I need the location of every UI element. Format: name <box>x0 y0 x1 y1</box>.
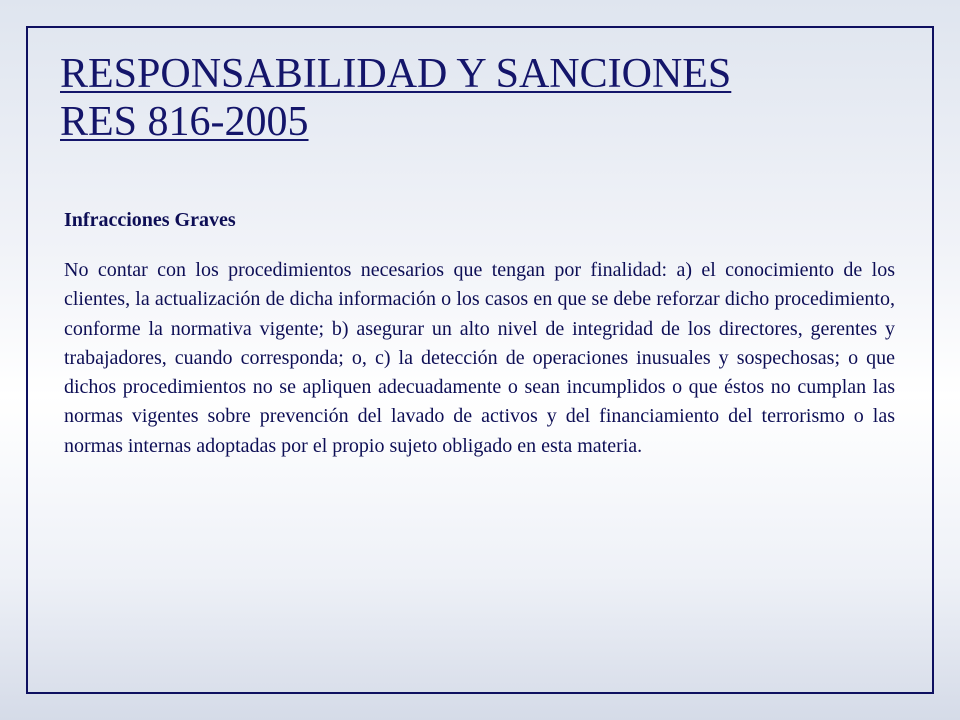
slide-title <box>60 50 900 146</box>
slide-content <box>64 206 895 461</box>
title-line-1: RESPONSABILIDAD Y SANCIONES <box>60 51 732 97</box>
title-line-2: RES 816-2005 <box>60 99 309 145</box>
section-subheading: Infracciones Graves <box>64 209 236 231</box>
body-paragraph: No contar con los procedimientos necesarios que tengan por finalidad: a) el conocimiento de los clientes, la actualización de dicha información o los casos en que se debe reforzar dicho procedimiento, conforme la normativa vigente; b) asegurar un alto nivel de integridad de los directores, gerentes y trabajadores, cuando corresponda; o, c) la detección de operaciones inusuales y sospechosas; o que dichos procedimientos no se apliquen adecuadamente o sean incumplidos o que éstos no cumplan las normas vigentes sobre prevención del lavado de activos y del financiamiento del terrorismo o las normas internas adoptadas por el propio sujeto obligado en esta materia. <box>64 259 895 457</box>
